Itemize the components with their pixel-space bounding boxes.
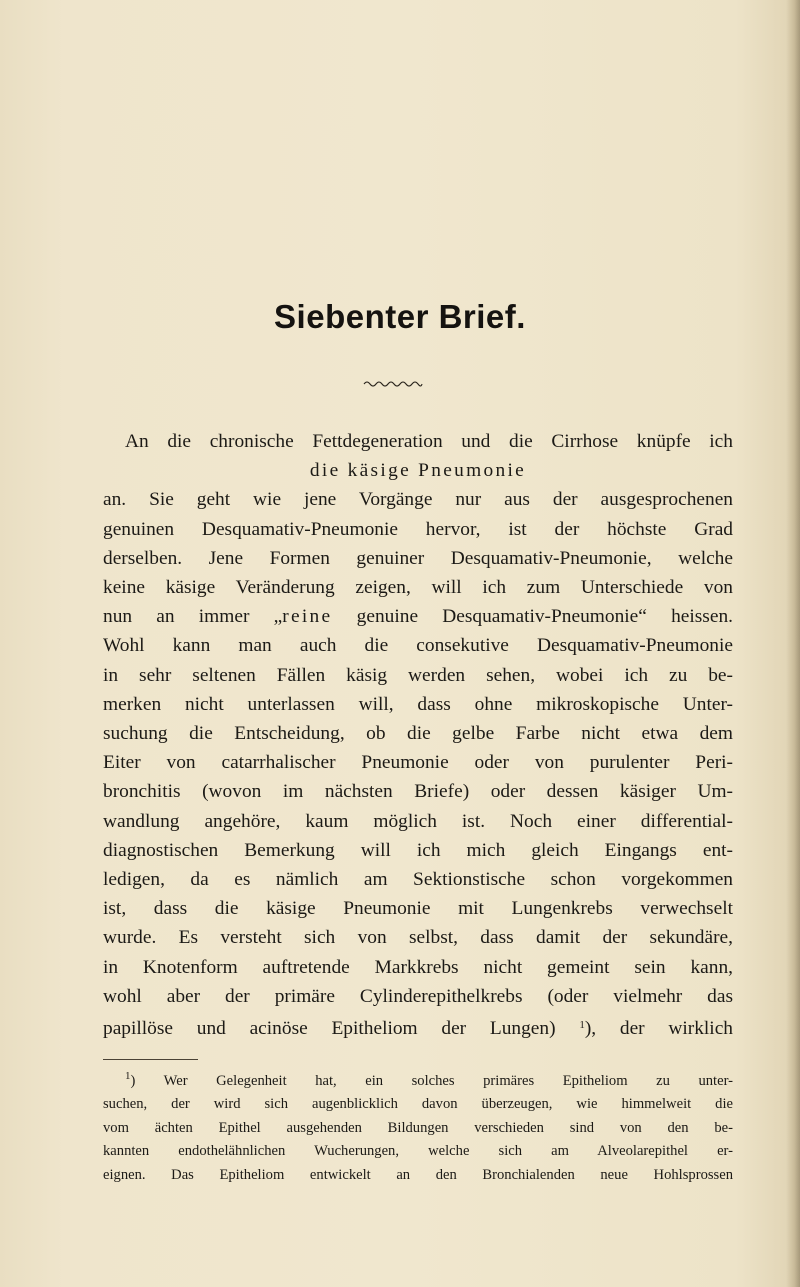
- text-line: wandlung angehöre, kaum möglich ist. Noch einer differential-: [103, 810, 733, 832]
- text-line: suchung die Entscheidung, ob die gelbe Farbe nicht etwa dem: [103, 723, 733, 745]
- text-fragment: genuine Desquamativ-Pneumonie“ heissen.: [332, 606, 733, 628]
- text-line: Eiter von catarrhalischer Pneumonie oder von purulenter Peri-: [103, 752, 733, 774]
- footnote-divider: [103, 1059, 198, 1060]
- text-line: in sehr seltenen Fällen käsig werden sehen, wobei ich zu be-: [103, 664, 733, 686]
- text-fragment: ), der wirklich: [584, 1018, 733, 1040]
- text-line: ist, dass die käsige Pneumonie mit Lungenkrebs verwechselt: [103, 898, 733, 920]
- text-line: [103, 602, 733, 631]
- footnote: [103, 1065, 733, 1187]
- footnote-marker: 1: [125, 1070, 131, 1082]
- text-fragment: ) Wer Gelegenheit hat, ein solches primäres Epitheliom zu unter-: [130, 1073, 733, 1089]
- text-line: an. Sie geht wie jene Vorgänge nur aus der ausgesprochenen: [103, 489, 733, 511]
- text-line: in Knotenform auftretende Markkrebs nicht gemeint sein kann,: [103, 956, 733, 978]
- body-paragraph: [103, 427, 733, 1043]
- text-line: keine käsige Veränderung zeigen, will ich zum Unterschiede von: [103, 577, 733, 599]
- footnote-reference: 1: [579, 1019, 585, 1032]
- text-line: wohl aber der primäre Cylinderepithelkrebs (oder vielmehr das: [103, 985, 733, 1007]
- text-line: ledigen, da es nämlich am Sektionstische schon vorgekommen: [103, 869, 733, 891]
- spaced-word: reine: [282, 606, 333, 628]
- text-fragment: nun an immer „: [103, 606, 283, 628]
- text-line: diagnostischen Bemerkung will ich mich gleich Eingangs ent-: [103, 839, 733, 861]
- footnote-line: suchen, der wird sich augenblicklich davon überzeugen, wie himmelweit die: [103, 1096, 733, 1113]
- footnote-line: [103, 1065, 733, 1093]
- footnote-line: eignen. Das Epitheliom entwickelt an den Bronchialenden neue Hohlsprossen: [103, 1166, 733, 1183]
- text-line: Wohl kann man auch die consekutive Desquamativ-Pneumonie: [103, 635, 733, 657]
- emphasized-line: die käsige Pneumonie: [309, 460, 527, 482]
- wavy-ornament-icon: [363, 378, 423, 390]
- footnote-line: kannten endothelähnlichen Wucherungen, welche sich am Alveolarepithel er-: [103, 1143, 733, 1160]
- text-fragment: papillöse und acinöse Epitheliom der Lungen): [103, 1018, 556, 1040]
- text-line: derselben. Jene Formen genuiner Desquamativ-Pneumonie, welche: [103, 547, 733, 569]
- text-line: genuinen Desquamativ-Pneumonie hervor, ist der höchste Grad: [103, 518, 733, 540]
- text-line: An die chronische Fettdegeneration und die Cirrhose knüpfe ich: [125, 431, 733, 452]
- footnote-line: vom ächten Epithel ausgehenden Bildungen verschieden sind von den be-: [103, 1119, 733, 1136]
- text-line: merken nicht unterlassen will, dass ohne mikroskopische Unter-: [103, 693, 733, 715]
- text-line: [103, 1011, 733, 1043]
- text-line: bronchitis (wovon im nächsten Briefe) oder dessen käsiger Um-: [103, 781, 733, 803]
- page-edge-shadow: [786, 0, 800, 1287]
- text-line: wurde. Es versteht sich von selbst, dass damit der sekundäre,: [103, 927, 733, 949]
- chapter-title: Siebenter Brief.: [274, 298, 526, 335]
